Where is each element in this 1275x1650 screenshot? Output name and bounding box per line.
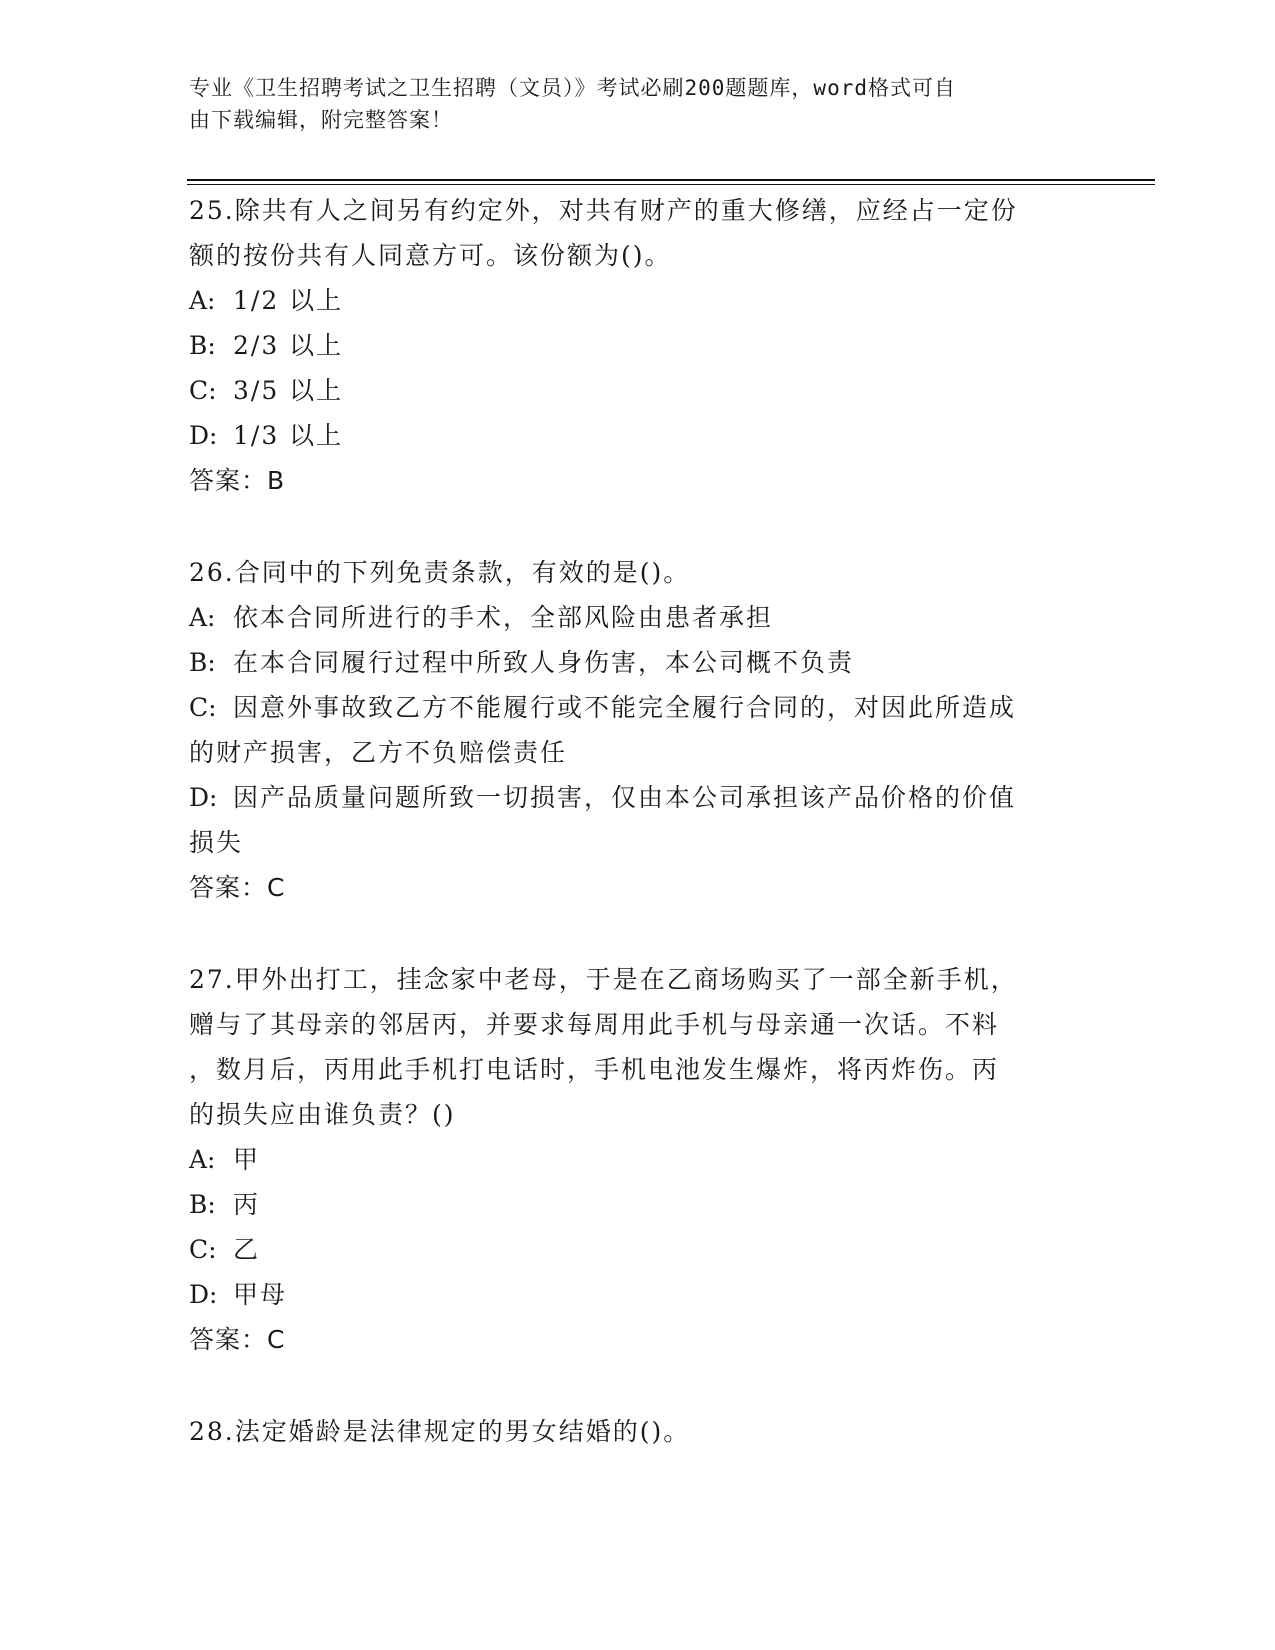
option-d [189,413,1089,458]
question-text-line: 的损失应由谁负责？() [189,1100,456,1129]
header-divider-thin [187,184,1155,185]
option-text: 2/3 以上 [233,331,344,360]
question-list [189,188,1089,1454]
option-key: D: [189,1280,218,1309]
answer-line: 答案：C [189,873,286,902]
option-key: B: [189,331,216,360]
question-28 [189,1409,1089,1454]
answer-line: 答案：B [189,466,286,495]
option-d-continued: 损失 [189,828,244,857]
option-text: 因意外事故致乙方不能履行或不能完全履行合同的，对因此所造成 [233,693,1017,722]
option-text: 1/3 以上 [233,421,344,450]
option-a [189,278,1089,323]
question-27 [189,957,1089,1362]
header-line-2: 由下载编辑，附完整答案！ [189,108,453,132]
option-key: C: [189,376,217,405]
option-key: A: [189,1145,216,1174]
option-b [189,323,1089,368]
option-text: 甲母 [233,1280,288,1309]
header-divider-thick [187,179,1155,181]
option-text: 在本合同履行过程中所致人身伤害，本公司概不负责 [233,648,855,677]
option-b [189,640,1089,685]
option-text: 3/5 以上 [233,376,344,405]
question-text-line: 赠与了其母亲的邻居丙，并要求每周用此手机与母亲通一次话。不料 [189,1010,1000,1039]
option-a [189,1137,1089,1182]
answer-line: 答案：C [189,1325,286,1354]
option-key: B: [189,1190,216,1219]
question-26 [189,550,1089,910]
question-text-line: 26.合同中的下列免责条款，有效的是()。 [189,558,691,587]
option-key: D: [189,421,218,450]
question-text-line: 25.除共有人之间另有约定外，对共有财产的重大修缮，应经占一定份 [189,196,1018,225]
question-text-line: 27.甲外出打工，挂念家中老母，于是在乙商场购买了一部全新手机， [189,965,1018,994]
question-spacer [189,503,1089,550]
option-text: 甲 [233,1145,261,1174]
question-text-line: 28.法定婚龄是法律规定的男女结婚的()。 [189,1417,691,1446]
option-key: B: [189,648,216,677]
option-b [189,1182,1089,1227]
option-d [189,775,1089,820]
option-c [189,368,1089,413]
question-spacer [189,1362,1089,1409]
document-header [189,72,1069,136]
question-spacer [189,910,1089,957]
question-25 [189,188,1089,503]
option-d [189,1272,1089,1317]
option-key: A: [189,286,216,315]
option-text: 1/2 以上 [233,286,344,315]
option-c [189,685,1089,730]
option-key: D: [189,783,218,812]
question-text-line: ，数月后，丙用此手机打电话时，手机电池发生爆炸，将丙炸伤。丙 [189,1055,1000,1084]
question-text-line: 额的按份共有人同意方可。该份额为()。 [189,241,672,270]
option-key: C: [189,1235,217,1264]
option-c-continued: 的财产损害，乙方不负赔偿责任 [189,738,568,767]
option-text: 乙 [233,1235,261,1264]
option-key: C: [189,693,217,722]
option-text: 因产品质量问题所致一切损害，仅由本公司承担该产品价格的价值 [233,783,1017,812]
header-line-1: 专业《卫生招聘考试之卫生招聘（文员）》考试必刷200题题库，word格式可自 [189,76,956,100]
option-c [189,1227,1089,1272]
option-text: 丙 [233,1190,261,1219]
option-key: A: [189,603,216,632]
option-text: 依本合同所进行的手术，全部风险由患者承担 [233,603,774,632]
option-a [189,595,1089,640]
